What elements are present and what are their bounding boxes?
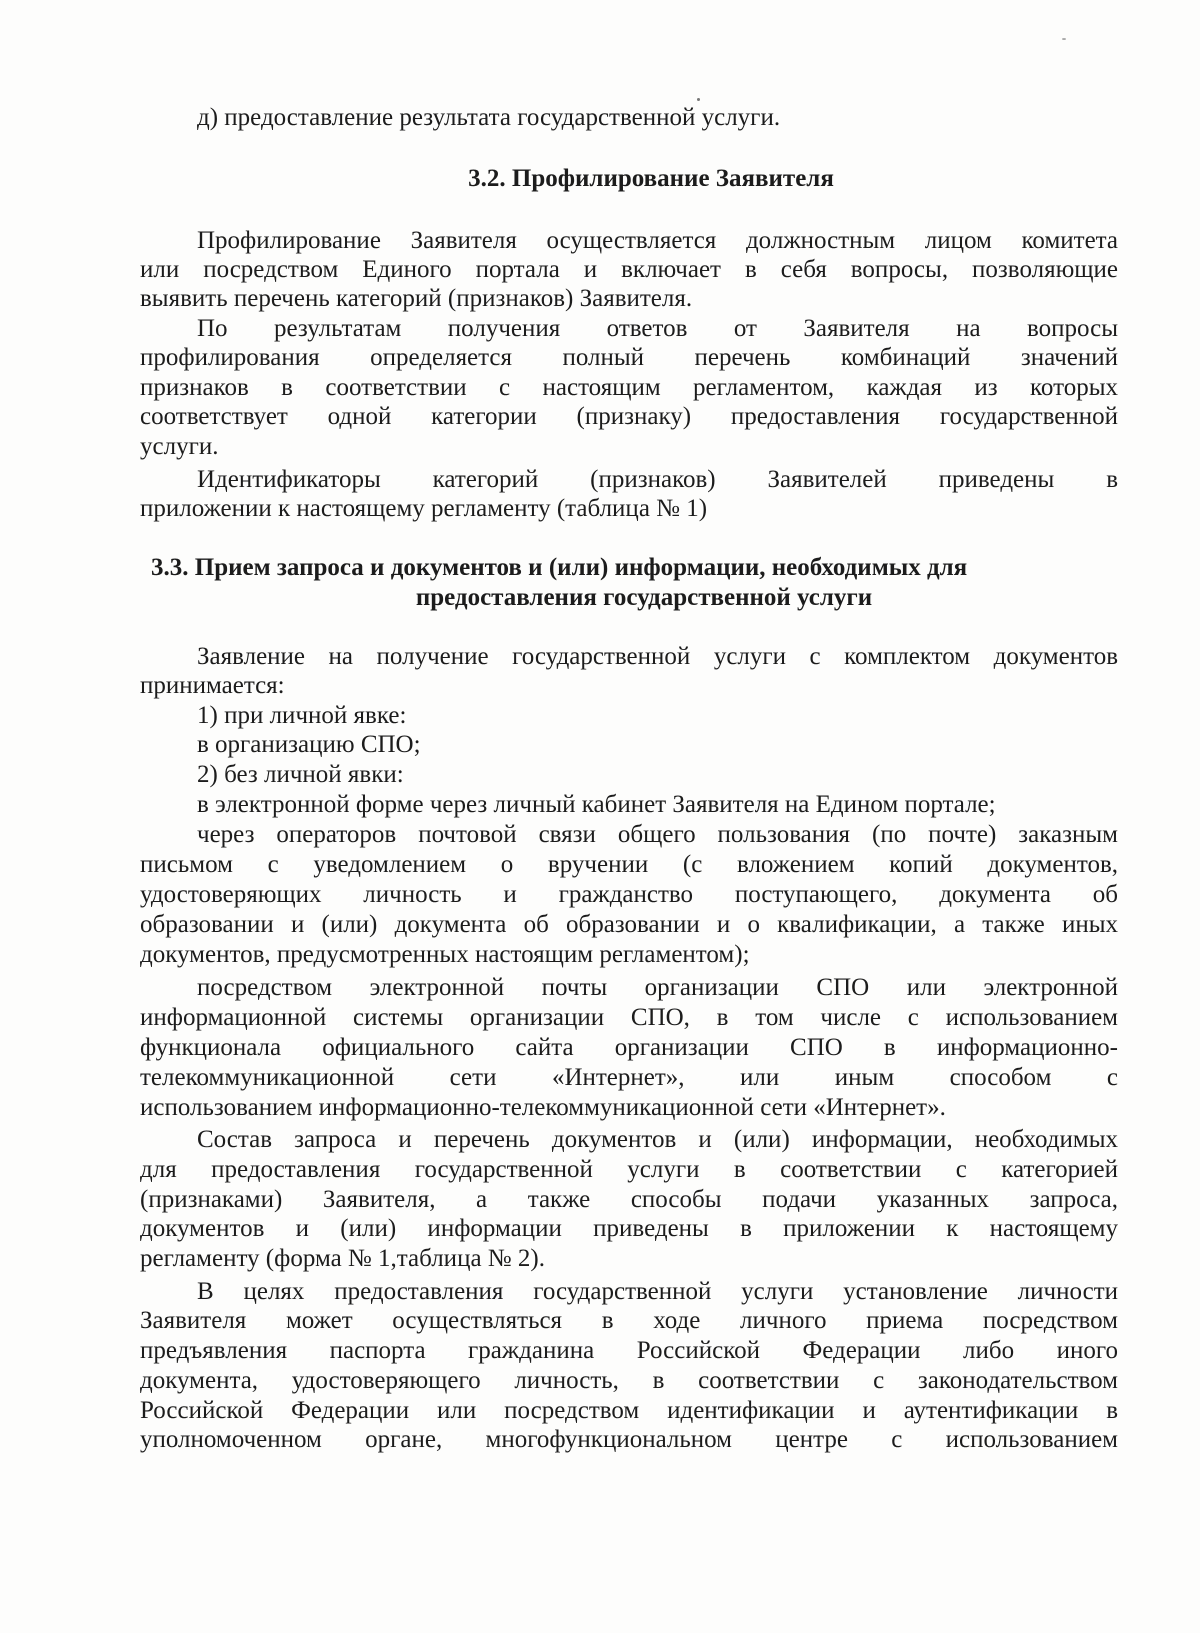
paragraph-line: В целях предоставления государственной услуги установление личности (197, 1278, 1118, 1305)
paragraph-line: через операторов почтовой связи общего пользования (по почте) заказным (197, 821, 1118, 848)
list-item: 2) без личной явки: (197, 761, 404, 788)
paragraph-line: или посредством Единого портала и включает в себя вопросы, позволяющие (140, 256, 1118, 283)
paragraph-line: образовании и (или) документа об образовании и о квалификации, а также иных (140, 911, 1118, 938)
paragraph-line: посредством электронной почты организации СПО или электронной (197, 974, 1118, 1001)
paragraph-line: профилирования определяется полный перечень комбинаций значений (140, 344, 1118, 371)
scan-speck (1062, 38, 1066, 40)
paragraph-line: По результатам получения ответов от Заявителя на вопросы (197, 315, 1118, 342)
paragraph-line: д) предоставление результата государственной услуги. (197, 104, 781, 131)
paragraph-line: документа, удостоверяющего личность, в соответствии с законодательством (140, 1367, 1118, 1394)
paragraph-line: Состав запроса и перечень документов и (или) информации, необходимых (197, 1126, 1118, 1153)
paragraph-line: информационной системы организации СПО, в том числе с использованием (140, 1004, 1118, 1031)
paragraph-line: признаков в соответствии с настоящим регламентом, каждая из которых (140, 374, 1118, 401)
paragraph-line: выявить перечень категорий (признаков) Заявителя. (140, 285, 693, 312)
paragraph-line: удостоверяющих личность и гражданство поступающего, документа об (140, 881, 1118, 908)
scan-speck (697, 98, 700, 101)
paragraph-line: Российской Федерации или посредством идентификации и аутентификации в (140, 1397, 1118, 1424)
section-heading-3-2: 3.2. Профилирование Заявителя (468, 165, 834, 192)
paragraph-line: Профилирование Заявителя осуществляется должностным лицом комитета (197, 227, 1118, 254)
paragraph-line: услуги. (140, 433, 219, 460)
paragraph-line: Идентификаторы категорий (признаков) Заявителей приведены в (197, 466, 1118, 493)
paragraph-line: использованием информационно-телекоммуникационной сети «Интернет». (140, 1094, 946, 1121)
list-item: 1) при личной явке: (197, 702, 407, 729)
section-heading-3-3-line1: 3.3. Прием запроса и документов и (или) информации, необходимых для (151, 554, 968, 581)
paragraph-line: приложении к настоящему регламенту (таблица № 1) (140, 495, 708, 522)
paragraph-line: для предоставления государственной услуги в соответствии с категорией (140, 1156, 1118, 1183)
paragraph-line: уполномоченном органе, многофункциональном центре с использованием (140, 1426, 1118, 1453)
paragraph-line: Заявление на получение государственной услуги с комплектом документов (197, 643, 1118, 670)
paragraph-line: регламенту (форма № 1,таблица № 2). (140, 1245, 545, 1272)
paragraph-line: Заявителя может осуществляться в ходе личного приема посредством (140, 1307, 1118, 1334)
paragraph-line: функционала официального сайта организации СПО в информационно- (140, 1034, 1118, 1061)
section-heading-3-3-line2: предоставления государственной услуги (415, 584, 873, 611)
paragraph-line: письмом с уведомлением о вручении (с вложением копий документов, (140, 851, 1118, 878)
paragraph-line: (признаками) Заявителя, а также способы подачи указанных запроса, (140, 1186, 1118, 1213)
paragraph-line: документов, предусмотренных настоящим регламентом); (140, 941, 750, 968)
paragraph-line: принимается: (140, 672, 285, 699)
paragraph-line: телекоммуникационной сети «Интернет», или иным способом с (140, 1064, 1118, 1091)
list-item: в организацию СПО; (197, 731, 421, 758)
paragraph-line: предъявления паспорта гражданина Российской Федерации либо иного (140, 1337, 1118, 1364)
paragraph-line: соответствует одной категории (признаку) предоставления государственной (140, 403, 1118, 430)
list-item: в электронной форме через личный кабинет Заявителя на Едином портале; (197, 791, 996, 818)
paragraph-line: документов и (или) информации приведены в приложении к настоящему (140, 1215, 1118, 1242)
